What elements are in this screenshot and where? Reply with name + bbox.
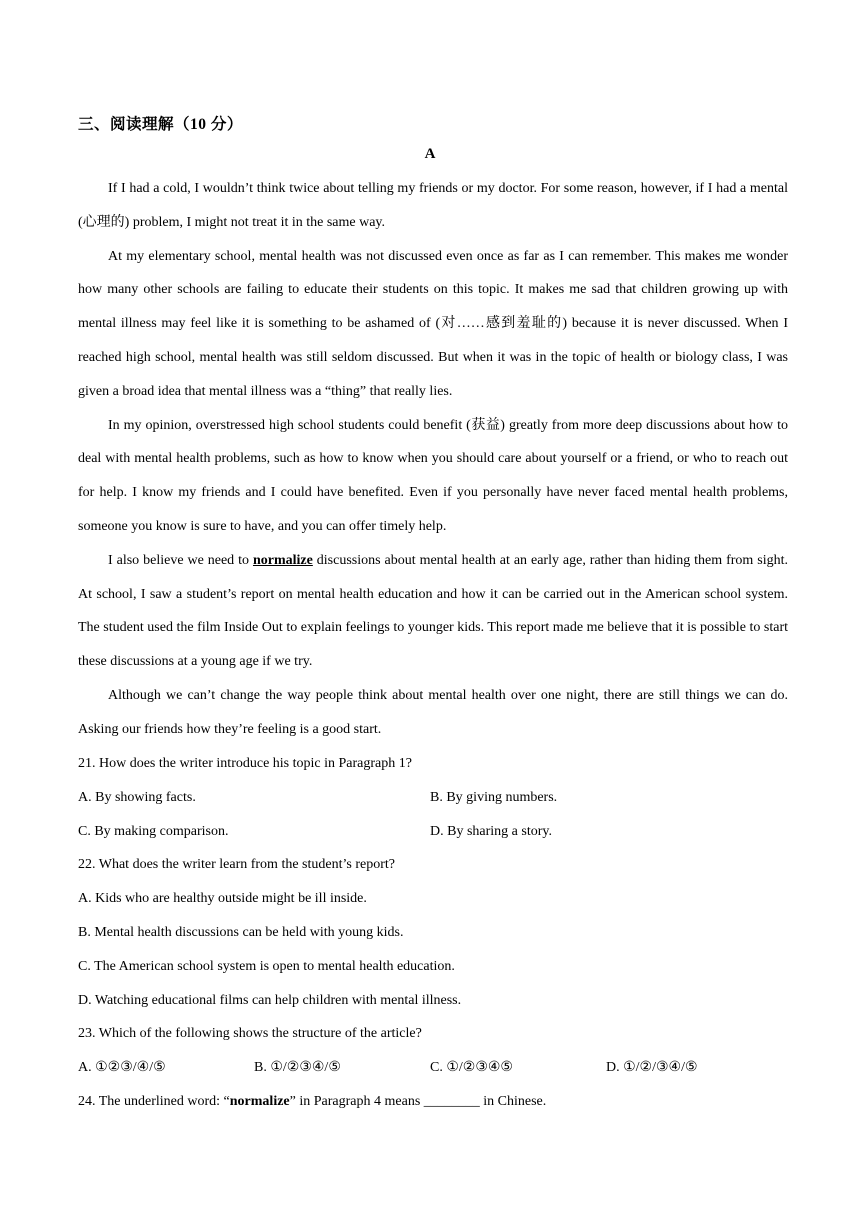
- question-24-stem: [78, 1085, 788, 1119]
- paragraph-4: [78, 544, 788, 679]
- passage-letter: A: [424, 146, 436, 162]
- question-21-option-a: A. By showing facts.: [78, 789, 196, 805]
- paragraph-5: Although we can’t change the way people think about mental health over one night, there are still things we can do. Asking our friends how they’re feeling is a good start.: [78, 687, 788, 737]
- question-22-option-a: A. Kids who are healthy outside might be ill inside.: [78, 891, 367, 907]
- question-22-stem: 22. What does the writer learn from the student’s report?: [78, 857, 395, 873]
- paragraph-2: At my elementary school, mental health was not discussed even once as far as I can remember. This makes me wonder how many other schools are failing to educate their students on this topic. It makes me sad that children growing up with mental illness may feel like it is something to be ashamed of (对……感到羞耻的) because it is never discussed. When I reached high school, mental health was still seldom discussed. But when it was in the topic of health or biology class, I was given a broad idea that mental illness was a “thing” that really lies.: [78, 248, 788, 399]
- question-23-option-d: D. ①/②/③④/⑤: [606, 1060, 698, 1076]
- question-22-option-c: C. The American school system is open to mental health education.: [78, 958, 455, 974]
- question-22-option-b: B. Mental health discussions can be held with young kids.: [78, 924, 404, 940]
- paragraph-1: If I had a cold, I wouldn’t think twice about telling my friends or my doctor. For some reason, however, if I had a mental (心理的) problem, I might not treat it in the same way.: [78, 181, 788, 230]
- paragraph-4-start: I also believe we need to: [108, 552, 253, 568]
- question-list: [78, 747, 788, 1119]
- question-24-word: normalize: [229, 1093, 290, 1109]
- question-23-options: [78, 1051, 788, 1085]
- underlined-word: normalize: [252, 552, 313, 568]
- reading-passage: [78, 172, 788, 747]
- question-21-stem: 21. How does the writer introduce his topic in Paragraph 1?: [78, 756, 412, 771]
- question-24-start: 24. The underlined word: “: [78, 1093, 230, 1109]
- paragraph-3: In my opinion, overstressed high school students could benefit (获益) greatly from more deep discussions about how to deal with mental health problems, such as how to know when you should care about yourself or a friend, or who to reach out for help. I know my friends and I could have benefited. Even if you personally have never faced mental health problems, someone you know is sure to have, and you can offer timely help.: [78, 417, 788, 534]
- question-23-option-c: C. ①/②③④⑤: [430, 1060, 513, 1076]
- question-23-option-a: A. ①②③/④/⑤: [78, 1060, 166, 1076]
- question-21-options-row-2: [78, 815, 788, 849]
- question-23-option-b: B. ①/②③④/⑤: [254, 1060, 341, 1076]
- question-21-option-c: C. By making comparison.: [78, 823, 229, 839]
- paragraph-4-rest: discussions about mental health at an early age, rather than hiding them from sight. At school, I saw a student’s report on mental health education and how it can be carried out in the American school system. The student used the film Inside Out to explain feelings to younger kids. This report made me believe that it is possible to start these discussions at a young age if we try.: [78, 552, 788, 670]
- section-title: 三、阅读理解（10 分）: [78, 116, 243, 133]
- question-23-stem: 23. Which of the following shows the structure of the article?: [78, 1026, 422, 1042]
- question-24-rest: ” in Paragraph 4 means ________ in Chinese.: [289, 1093, 547, 1109]
- question-21-option-d: D. By sharing a story.: [430, 823, 552, 839]
- question-21-options-row-1: [78, 781, 788, 815]
- question-21-option-b: B. By giving numbers.: [430, 789, 558, 805]
- question-22-option-d: D. Watching educational films can help children with mental illness.: [78, 992, 462, 1008]
